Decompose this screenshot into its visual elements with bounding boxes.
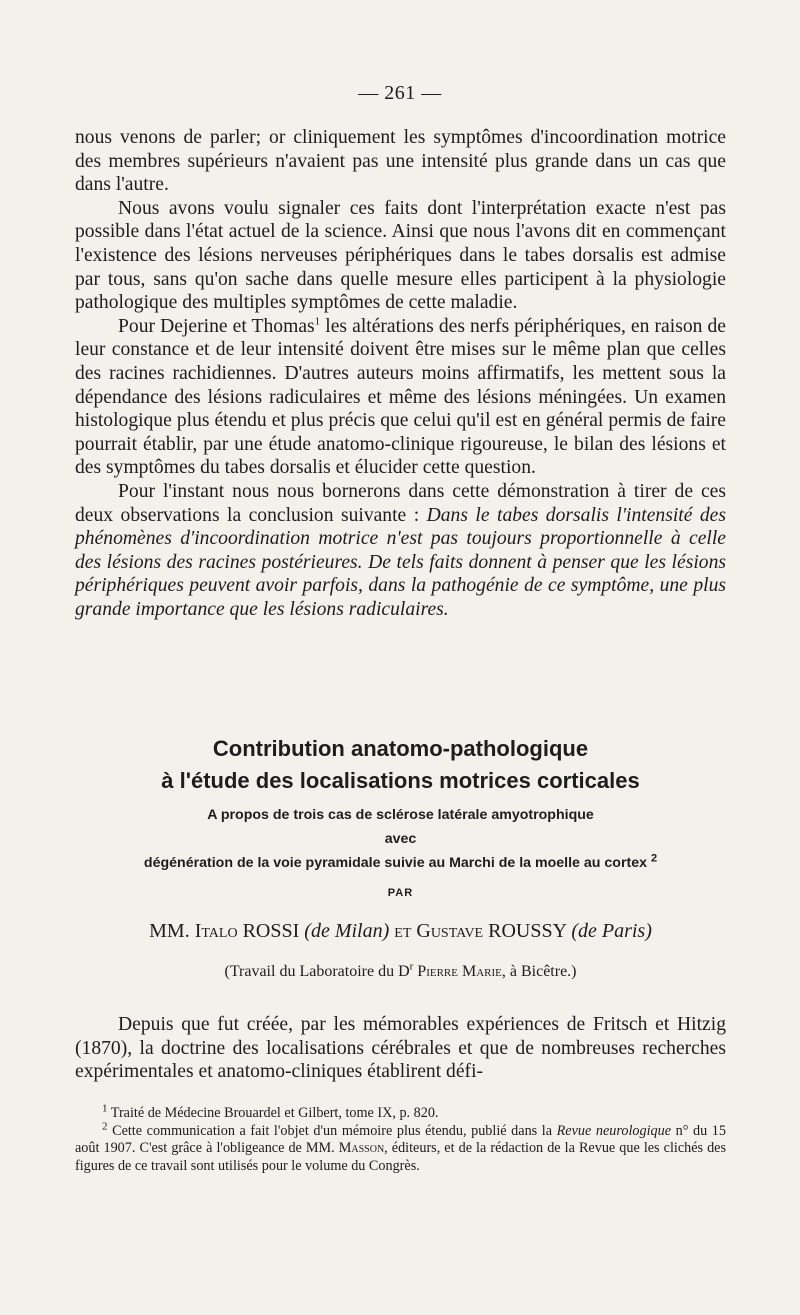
article-title-line-1: Contribution anatomo-pathologique [212,736,589,761]
author-2-lastname: ROUSSY [483,920,572,942]
author-1-city: (de Milan) [304,920,390,942]
footnote-ref-2: 2 [650,852,658,865]
par-label: PAR [387,887,414,899]
lab-sup: r [409,960,414,973]
paragraph-4-start: Pour l'instant nous nous bornerons dans cette démonstration à tirer de ces deux observations la conclusion suivante : [75,480,726,526]
body-text [75,126,726,621]
lab-text-end: , à Bicêtre.) [501,963,577,980]
lab-text-start: (Travail du Laboratoire du D [224,963,410,980]
author-1-firstname: Italo [194,920,238,942]
article-title-line-2: à l'étude des localisations motrices corticales [161,768,640,793]
paragraph-2: Nous avons voulu signaler ces faits dont l'interprétation exacte n'est pas possible dans l'état actuel de la science. Ainsi que nous l'avons dit en commençant l'existence des lésions nerveuses périphériques dans le tabes dorsalis est admise par tous, sans qu'on sache dans quelle mesure elles participent à la physiologie pathologique des multiples symptômes de cette maladie. [75,197,726,314]
subtitle-line-3 [75,851,726,875]
footnote-ref-1: 1 [314,315,321,328]
footnote-1-text: Traité de Médecine Brouardel et Gilbert, tome IX, p. 820. [107,1105,439,1121]
subtitle-line-1: A propos de trois cas de sclérose latérale amyotrophique [207,807,594,823]
laboratory-line [75,961,726,983]
footnote-1 [75,1102,726,1123]
footnote-2 [75,1119,727,1176]
footnote-2-text-b: n° du 15 août 1907. C'est grâce à l'obligeance de MM. [75,1122,726,1156]
paragraph-3 [75,315,726,480]
subtitle-line-2: avec [384,831,417,847]
article-intro [75,1013,726,1084]
lab-director: Pierre Marie [413,963,502,980]
footnote-2-publisher: Masson [338,1140,385,1156]
footnotes [75,1102,727,1175]
footnote-1-mark: 1 [102,1102,108,1115]
conclusion-italic: Dans le tabes dorsalis l'intensité des phénomènes d'incoordination motrice n'est pas toujours proportionnelle à celle des lésions des racines postérieures. De tels faits donnent à penser que les lésions périphériques peuvent avoir parfois, dans la pathogénie de ce symptôme, une plus grande importance que les lésions radiculaires. [75,504,726,620]
footnote-2-journal: Revue neurologique [556,1122,672,1139]
page-number: — 261 — [358,82,442,104]
paragraph-1: nous venons de parler; or cliniquement les symptômes d'incoordination motrice des membres supérieurs n'avaient pas une intensité plus grande dans un cas que dans l'autre. [75,127,726,196]
author-2-firstname: Gustave [416,920,484,942]
authors-line [75,917,726,945]
footnote-2-text-c: , éditeurs, et de la rédaction de la Revue que les clichés des figures de ce travail sont utilisés pour le volume du Congrès. [75,1140,727,1174]
footnote-2-mark: 2 [102,1119,108,1132]
intro-paragraph: Depuis que fut créée, par les mémorables expériences de Fritsch et Hitzig (1870), la doctrine des localisations cérébrales et que de nombreuses recherches expérimentales et anatomo-cliniques établirent défi- [75,1014,726,1083]
paragraph-3-start: Pour Dejerine et Thomas [118,315,315,337]
authors-prefix: MM. [149,920,195,942]
subtitle-line-3-text: dégénération de la voie pyramidale suivie au Marchi de la moelle au cortex [143,855,647,871]
paragraph-3-rest: les altérations des nerfs périphériques, en raison de leur constance et de leur intensité doivent être mises sur le même plan que celles des racines rachidiennes. D'autres auteurs moins affirmatifs, les mettent sous la dépendance des lésions radiculaires et même des lésions méningées. Un examen histologique plus étendu et plus précis que celui qu'il est en général permis de faire pourrait établir, par une étude anatomo-clinique rigoureuse, le bilan des lésions et des symptômes du tabes dorsalis et élucider cette question. [75,315,726,479]
footnote-2-text-a: Cette communication a fait l'objet d'un mémoire plus étendu, publié dans la [107,1122,557,1139]
article-heading [75,733,726,983]
paragraph-4 [75,480,726,622]
author-2-city: (de Paris) [571,920,652,942]
authors-conjunction: et [389,920,417,942]
author-1-lastname: ROSSI [237,920,305,942]
